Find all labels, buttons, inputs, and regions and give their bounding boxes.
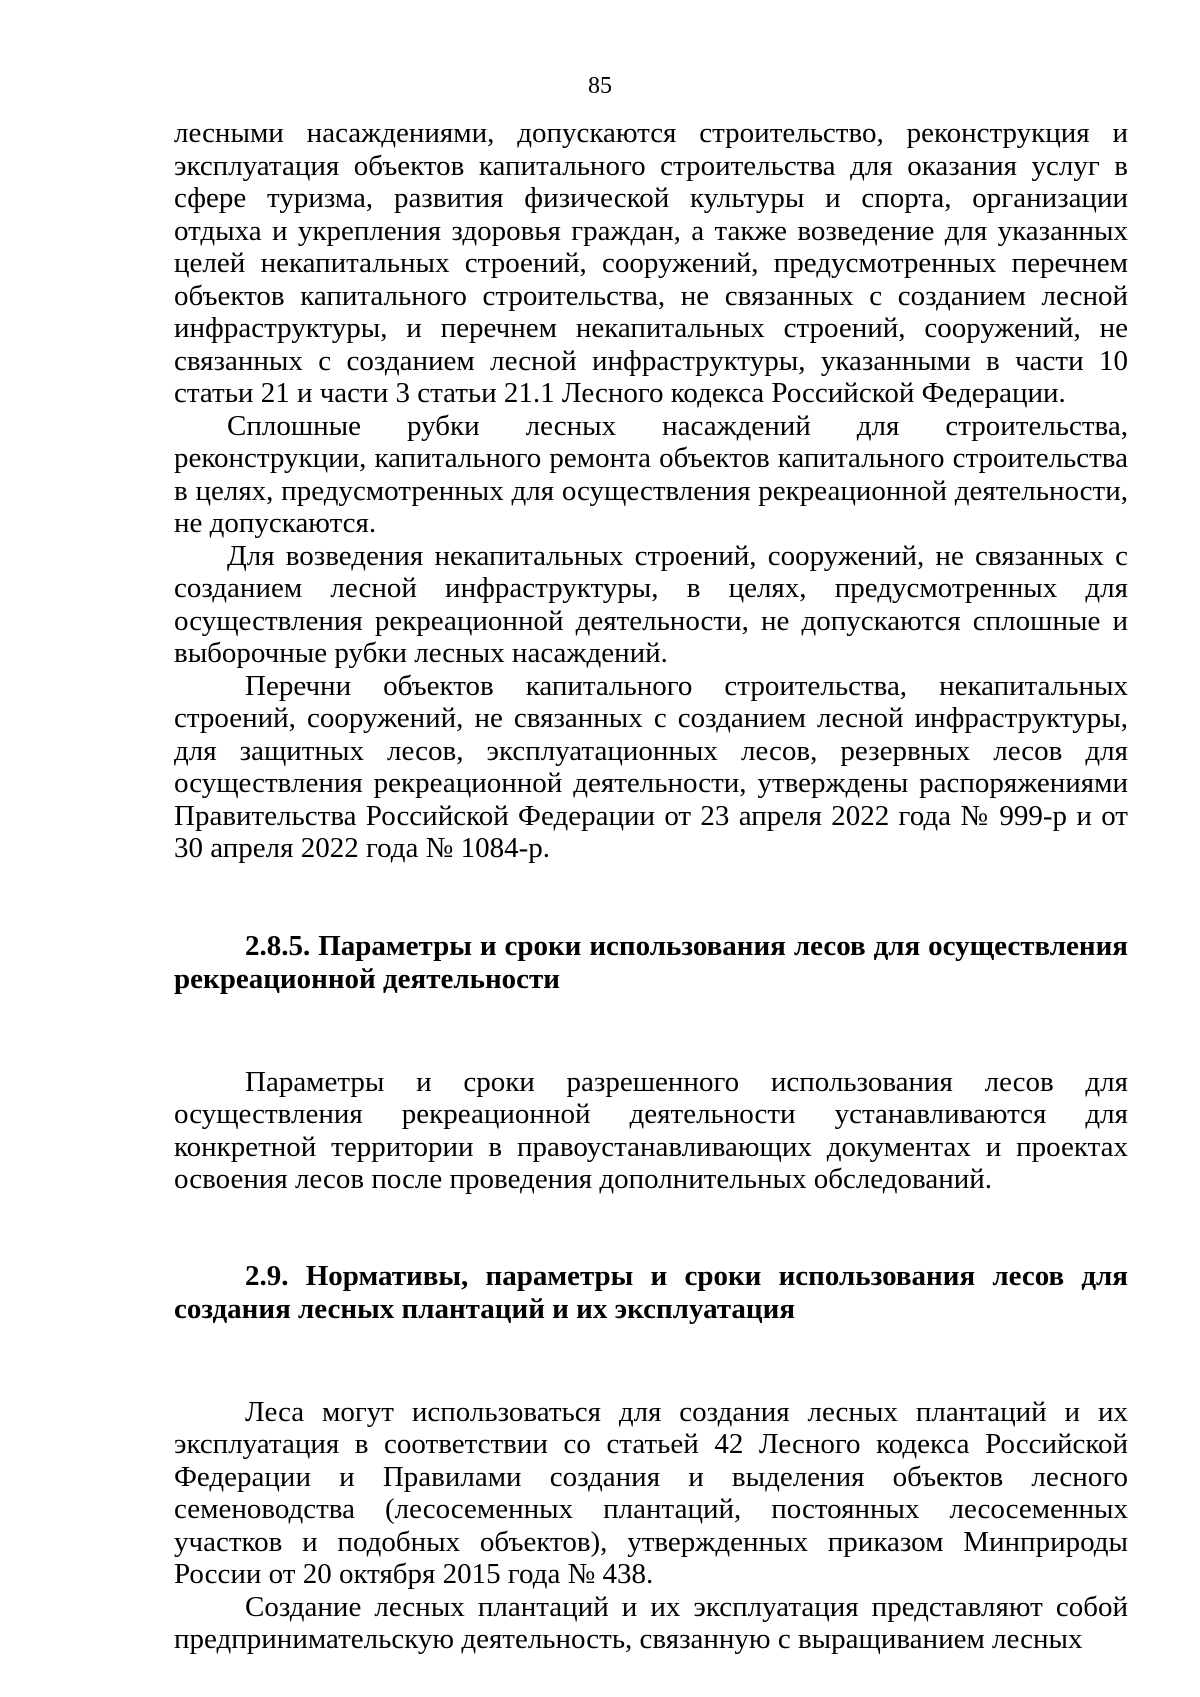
paragraph: Перечни объектов капитального строительства, некапитальных строений, сооружений, не связанных с созданием лесной инфраструктуры, для защитных лесов, эксплуатационных лесов, резервных лесов для осуществления рекреационной деятельности, утверждены распоряжениями Правительства Российской Федерации от 23 апреля 2022 года № 999-р и от 30 апреля 2022 года № 1084-р. [174,669,1128,864]
paragraph: лесными насаждениями, допускаются строительство, реконструкция и эксплуатация объектов капитального строительства для оказания услуг в сфере туризма, развития физической культуры и спорта, организации отдыха и укрепления здоровья граждан, а также возведение для указанных целей некапитальных строений, сооружений, предусмотренных перечнем объектов капитального строительства, не связанных с созданием лесной инфраструктуры, и перечнем некапитальных строений, сооружений, не связанных с созданием лесной инфраструктуры, указанными в части 10 статьи 21 и части 3 статьи 21.1 Лесного кодекса Российской Федерации. [174,117,1128,409]
paragraph: Параметры и сроки разрешенного использования лесов для осуществления рекреационной деятельности устанавливаются для конкретной территории в правоустанавливающих документах и проектах освоения лесов после проведения дополнительных обследований. [174,1065,1128,1195]
paragraph: Сплошные рубки лесных насаждений для строительства, реконструкции, капитального ремонта объектов капитального строительства в целях, предусмотренных для осуществления рекреационной деятельности, не допускаются. [174,409,1128,539]
section-heading: 2.9. Нормативы, параметры и сроки использования лесов для создания лесных плантаций и их эксплуатация [174,1259,1128,1325]
paragraph: Леса могут использоваться для создания лесных плантаций и их эксплуатация в соответствии со статьей 42 Лесного кодекса Российской Федерации и Правилами создания и выделения объектов лесного семеноводства (лесосеменных плантаций, постоянных лесосеменных участков и подобных объектов), утвержденных приказом Минприроды России от 20 октября 2015 года № 438. [174,1395,1128,1590]
document-body [174,117,1128,1656]
paragraph: Для возведения некапитальных строений, сооружений, не связанных с созданием лесной инфраструктуры, в целях, предусмотренных для осуществления рекреационной деятельности, не допускаются сплошные и выборочные рубки лесных насаждений. [174,539,1128,669]
paragraph: Создание лесных плантаций и их эксплуатация представляют собой предпринимательскую деятельность, связанную с выращиванием лесных [174,1590,1128,1655]
section-heading: 2.8.5. Параметры и сроки использования лесов для осуществления рекреационной деятельности [174,929,1128,995]
page-number: 85 [588,73,612,99]
